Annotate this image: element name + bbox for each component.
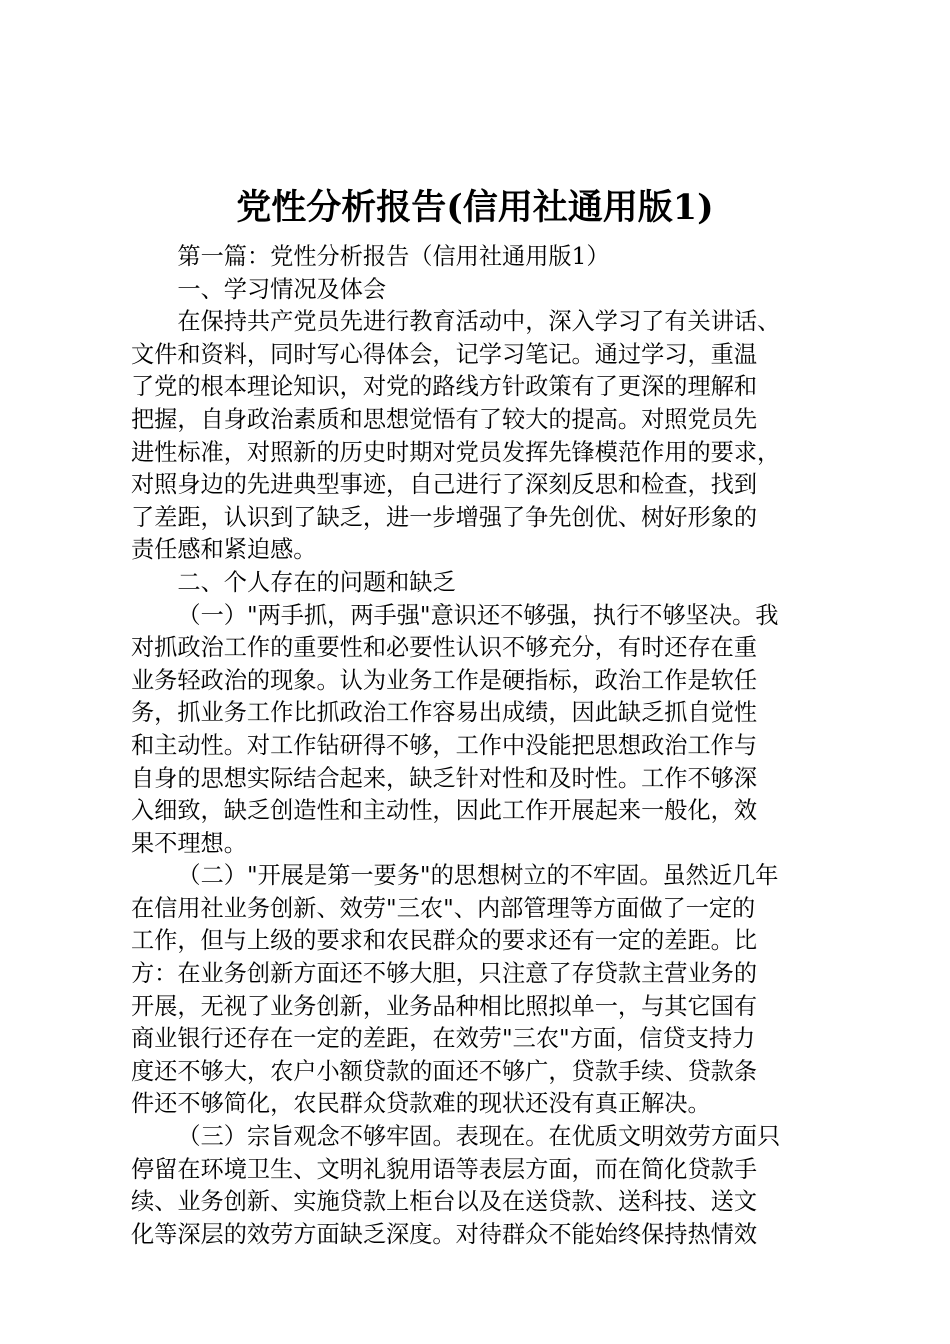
text-line: 文件和资料，同时写心得体会，记学习笔记。通过学习，重温	[131, 340, 758, 368]
text-line: 件还不够简化，农民群众贷款难的现状还没有真正解决。	[131, 1090, 711, 1118]
document-body	[131, 241, 831, 1251]
text-line: 方：在业务创新方面还不够大胆，只注意了存贷款主营业务的	[131, 960, 758, 988]
document-title: 党性分析报告(信用社通用版1)	[236, 187, 714, 228]
text-line: 业务轻政治的现象。认为业务工作是硬指标，政治工作是软任	[131, 666, 758, 694]
text-line: 责任感和紧迫感。	[131, 536, 317, 564]
text-line: 进性标准，对照新的历史时期对党员发挥先锋模范作用的要求，	[131, 438, 781, 466]
text-line: 化等深层的效劳方面缺乏深度。对待群众不能始终保持热情效	[131, 1220, 758, 1248]
text-line: 了差距，认识到了缺乏，进一步增强了争先创优、树好形象的	[131, 503, 758, 531]
text-line: （一）"两手抓，两手强"意识还不够强，执行不够坚决。我	[177, 601, 779, 629]
text-line: 停留在环境卫生、文明礼貌用语等表层方面，而在简化贷款手	[131, 1155, 758, 1183]
text-line: 果不理想。	[131, 829, 247, 857]
text-line: 对照身边的先进典型事迹，自己进行了深刻反思和检查，找到	[131, 471, 758, 499]
section-heading-1: 一、学习情况及体会	[177, 275, 387, 303]
text-line: 自身的思想实际结合起来，缺乏针对性和及时性。工作不够深	[131, 764, 758, 792]
text-line: 对抓政治工作的重要性和必要性认识不够充分，有时还存在重	[131, 634, 758, 662]
text-line: 了党的根本理论知识，对党的路线方针政策有了更深的理解和	[131, 373, 758, 401]
text-line: 续、业务创新、实施贷款上柜台以及在送贷款、送科技、送文	[131, 1188, 758, 1216]
text-line: 工作，但与上级的要求和农民群众的要求还有一定的差距。比	[131, 927, 758, 955]
text-line: 入细致，缺乏创造性和主动性，因此工作开展起来一般化，效	[131, 797, 758, 825]
text-line: （三）宗旨观念不够牢固。表现在。在优质文明效劳方面只	[177, 1123, 781, 1151]
text-line: 开展，无视了业务创新，业务品种相比照拟单一，与其它国有	[131, 992, 758, 1020]
paragraph-2	[131, 600, 831, 861]
text-line: 务，抓业务工作比抓政治工作容易出成绩，因此缺乏抓自觉性	[131, 699, 758, 727]
text-line: 商业银行还存在一定的差距，在效劳"三农"方面，信贷支持力	[131, 1025, 756, 1053]
text-line: （二）"开展是第一要务"的思想树立的不牢固。虽然近几年	[177, 862, 779, 890]
text-line: 在信用社业务创新、效劳"三农"、内部管理等方面做了一定的	[131, 894, 756, 922]
text-line: 把握，自身政治素质和思想觉悟有了较大的提高。对照党员先	[131, 405, 758, 433]
section-heading-2: 二、个人存在的问题和缺乏	[177, 568, 456, 596]
paragraph-3	[131, 860, 831, 1121]
subtitle: 第一篇：党性分析报告（信用社通用版1）	[177, 243, 610, 270]
paragraph-4	[131, 1121, 831, 1251]
paragraph-1	[131, 306, 831, 567]
text-line: 和主动性。对工作钻研得不够，工作中没能把思想政治工作与	[131, 731, 758, 759]
text-line: 度还不够大，农户小额贷款的面还不够广，贷款手续、贷款条	[131, 1057, 758, 1085]
text-line: 在保持共产党员先进行教育活动中，深入学习了有关讲话、	[177, 308, 781, 336]
